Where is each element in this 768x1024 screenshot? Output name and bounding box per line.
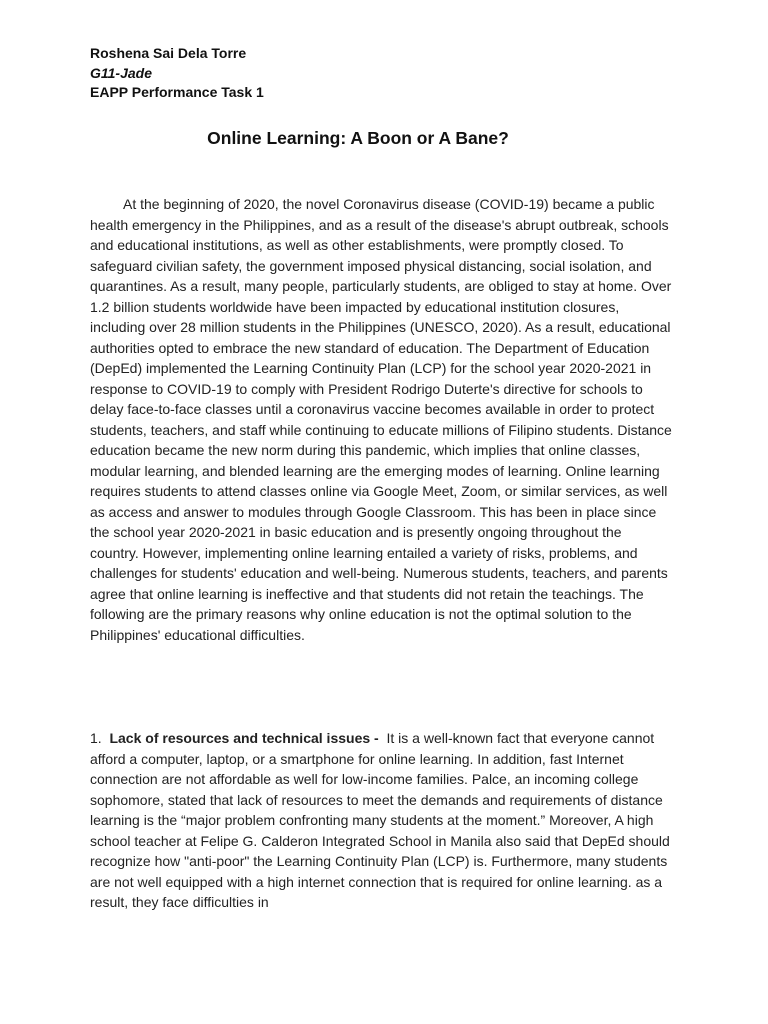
essay-title: Online Learning: A Boon or A Bane?: [207, 128, 509, 148]
point-paragraph: [90, 728, 674, 913]
point-number: 1.: [90, 730, 102, 746]
intro-paragraph: At the beginning of 2020, the novel Coronavirus disease (COVID-19) became a public health emergency in the Philippines, and as a result of the disease's abrupt outbreak, schools and educational institutions, as well as other establishments, were promptly closed. To safeguard civilian safety, the government imposed physical distancing, social isolation, and quarantines. As a result, many people, particularly students, are obliged to stay at home. Over 1.2 billion students worldwide have been impacted by educational institution closures, including over 28 million students in the Philippines (UNESCO, 2020). As a result, educational authorities opted to embrace the new standard of education. The Department of Education (DepEd) implemented the Learning Continuity Plan (LCP) for the school year 2020-2021 in response to COVID-19 to comply with President Rodrigo Duterte's directive for schools to delay face-to-face classes until a coronavirus vaccine becomes available in order to protect students, teachers, and staff while continuing to educate millions of Filipino students. Distance education became the new norm during this pandemic, which implies that online classes, modular learning, and blended learning are the emerging modes of learning. Online learning requires students to attend classes online via Google Meet, Zoom, or similar services, as well as access and answer to modules through Google Classroom. This has been in place since the school year 2020-2021 in basic education and is presently ongoing throughout the country. However, implementing online learning entailed a variety of risks, problems, and challenges for students' education and well-being. Numerous students, teachers, and parents agree that online learning is ineffective and that students did not retain the teachings. The following are the primary reasons why online education is not the optimal solution to the Philippines' educational difficulties.: [90, 196, 672, 643]
author-name: Roshena Sai Dela Torre: [90, 45, 247, 61]
point-heading: Lack of resources and technical issues -: [109, 730, 379, 746]
point-body: It is a well-known fact that everyone cannot afford a computer, laptop, or a smartphone for online learning. In addition, fast Internet connection are not affordable as well for low-income families. Palce, an incoming college sophomore, stated that lack of resources to meet the demands and requirements of distance learning is the “major problem confronting many students at the moment.” Moreover, A high school teacher at Felipe G. Calderon Integrated School in Manila also said that DepEd should recognize how "anti-poor" the Learning Continuity Plan (LCP) is. Furthermore, many students are not well equipped with a high internet connection that is required for online learning. as a result, they face difficulties in: [90, 730, 670, 910]
document-header: [90, 44, 264, 103]
class-section: G11-Jade: [90, 64, 152, 81]
task-name: EAPP Performance Task 1: [90, 84, 264, 100]
